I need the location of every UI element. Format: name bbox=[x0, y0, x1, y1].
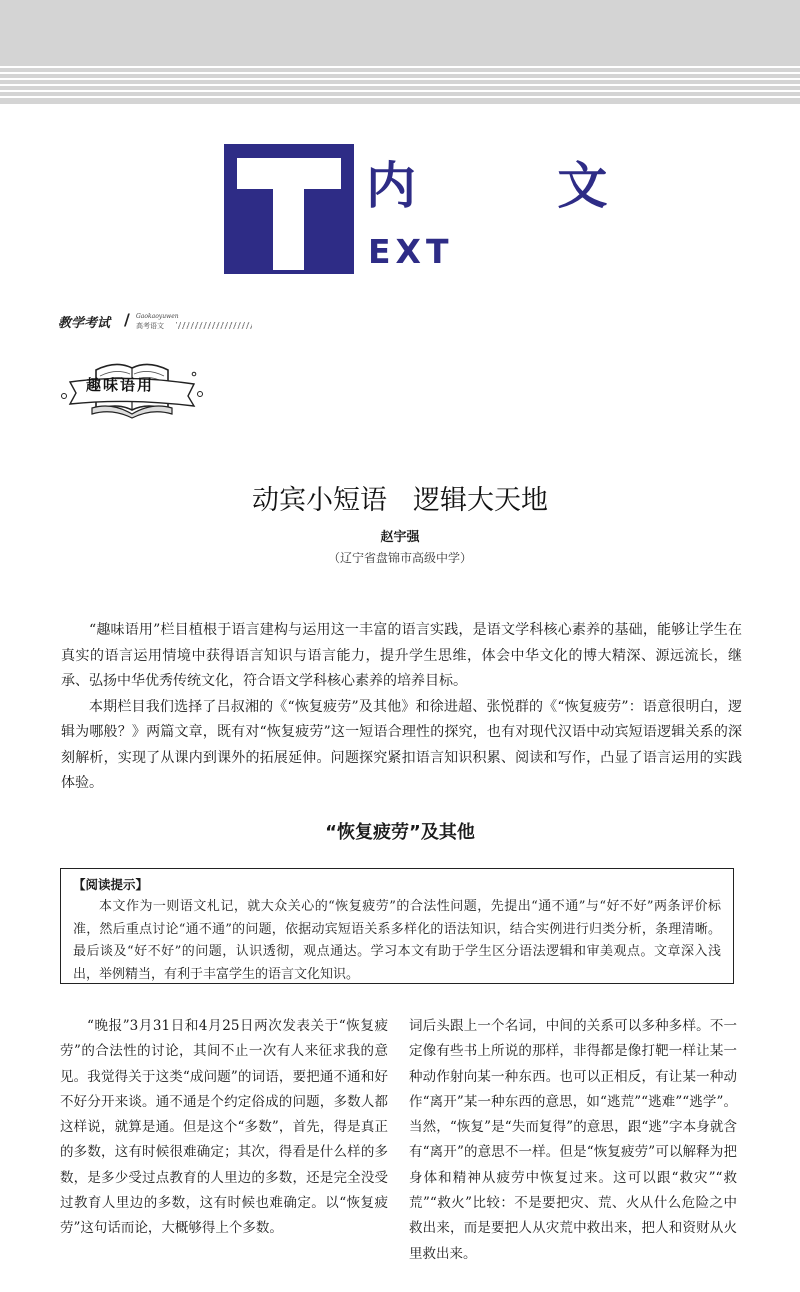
journal-brand: 教学考试 bbox=[58, 316, 111, 331]
column-title: 内 文 bbox=[366, 157, 670, 215]
column-title-en: EXT bbox=[368, 232, 454, 271]
column-logo bbox=[56, 352, 206, 422]
body-paragraph: 词后头跟上一个名词，中间的关系可以多种多样。不一定像有些书上所说的那样，非得都是像打靶一样让某一种动作射向某一种东西。也可以正相反，有让某一种动作“离开”某一种东西的意思，如“逃荒”“逃难”“逃学”。当然，“恢复”是“失而复得”的意思，跟“逃”字本身就含有“离开”的意思不一样。但是“恢复疲劳”可以解释为把身体和精神从疲劳中恢复过来。这可以跟“救灾”“救荒”“救火”比较：不是要把灾、荒、火从什么危险之中救出来，而是要把人从灾荒中救出来，把人和资财从火里救出来。 bbox=[409, 1018, 737, 1262]
reading-tips-body: 本文作为一则语文札记，就大众关心的“恢复疲劳”的合法性问题，先提出“通不通”与“好不好”两条评价标准，然后重点讨论“通不通”的问题，依据动宾短语关系多样化的语法知识，结合实例进行归类分析，条理清晰。最后谈及“好不好”的问题，认识透彻，观点通达。学习本文有助于学生区分语法逻辑和审美观点。文章深入浅出，举例精当，有利于丰富学生的语言文化知识。 bbox=[73, 899, 721, 982]
body-paragraph: “晚报”3月31日和4月25日两次发表关于“恢复疲劳”的合法性的讨论，其间不止一次有人来征求我的意见。我觉得关于这类“成问题”的词语，要把通不通和好不好分开来谈。通不通是个约定俗成的问题，多数人都这样说，就算是通。但是这个“多数”，首先，得是真正的多数，这有时候很难确定；其次，得看是什么样的多数，是多少受过点教育的人里边的多数，还是完全没受过教育人里边的多数，这有时候也难确定。以“恢复疲劳”这句话而论，大概够得上个多数。 bbox=[60, 1018, 388, 1237]
column-logo-text: 趣味语用 bbox=[86, 376, 155, 394]
article-title-part1: 动宾小短语 bbox=[252, 485, 387, 516]
article-author: 赵宇强 bbox=[380, 530, 420, 545]
column-letter-block bbox=[224, 144, 354, 274]
article-title-part2: 逻辑大天地 bbox=[413, 485, 548, 516]
body-column-left bbox=[60, 1014, 388, 1242]
section-title: “恢复疲劳”及其他 bbox=[325, 822, 475, 843]
reading-tips-box bbox=[60, 868, 734, 984]
journal-subtitle: 高考语文 bbox=[136, 322, 164, 330]
body-column-right bbox=[409, 1014, 737, 1267]
top-band bbox=[0, 0, 800, 104]
article-affiliation: （辽宁省盘锦市高级中学） bbox=[327, 551, 472, 565]
header-hatch bbox=[176, 322, 252, 329]
article-title bbox=[0, 478, 800, 517]
intro bbox=[61, 618, 742, 797]
journal-header bbox=[58, 312, 253, 334]
journal-pinyin: Gaokaoyuwen bbox=[136, 313, 179, 320]
intro-paragraph: 本期栏目我们选择了吕叔湘的《“恢复疲劳”及其他》和徐进超、张悦群的《“恢复疲劳”：语意很明白，逻辑为哪般？》两篇文章，既有对“恢复疲劳”这一短语合理性的探究，也有对现代汉语中动宾短语逻辑关系的深刻解析，实现了从课内到课外的拓展延伸。问题探究紧扣语言知识积累、阅读和写作，凸显了语言运用的实践体验。 bbox=[61, 698, 742, 791]
journal-slash: / bbox=[124, 310, 130, 329]
reading-tips-heading: 【阅读提示】 bbox=[73, 877, 149, 892]
intro-paragraph: “趣味语用”栏目植根于语言建构与运用这一丰富的语言实践，是语文学科核心素养的基础，能够让学生在真实的语言运用情境中获得语言知识与语言能力，提升学生思维，体会中华文化的博大精深、源远流长，继承、弘扬中华优秀传统文化，符合语文学科核心素养的培养目标。 bbox=[61, 622, 742, 689]
